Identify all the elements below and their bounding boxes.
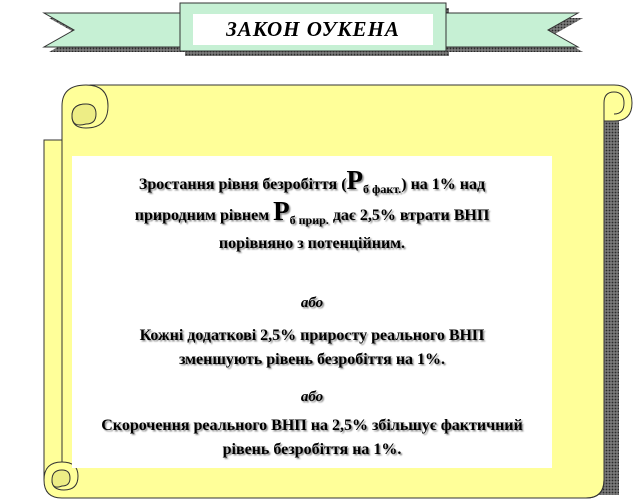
ribbon-left-tail <box>44 13 185 47</box>
statement-2-line-1: Кожні додаткові 2,5% приросту реального ВНП <box>139 327 485 344</box>
statement-1-text-b: ) на 1% над <box>401 176 486 193</box>
statement-2-line-2: зменшують рівень безробіття на 1%. <box>178 351 446 368</box>
statement-1 <box>72 165 552 256</box>
banner-title: ЗАКОН ОУКЕНА <box>226 17 400 41</box>
statement-1-text-a: Зростання рівня безробіття ( <box>138 176 347 193</box>
subscript-natural: б прир. <box>289 213 329 227</box>
content-box <box>72 156 552 468</box>
separator-or-2: або <box>300 389 324 405</box>
statement-3-line-1: Скорочення реального ВНП на 2,5% збільшує фактичний <box>101 417 523 434</box>
statement-1-text-c: природним рівнем <box>134 207 274 224</box>
statement-1-text-d: дає 2,5% втрати ВНП <box>328 207 490 224</box>
symbol-natural: Р <box>273 196 290 226</box>
statement-3-line-2: рівень безробіття на 1%. <box>222 441 402 458</box>
statement-2 <box>72 324 552 372</box>
symbol-actual: Р <box>346 165 364 195</box>
statement-3 <box>72 414 552 462</box>
separator-or-1: або <box>300 295 324 311</box>
subscript-actual: б факт. <box>363 182 402 196</box>
statement-1-text-e: порівняно з потенційним. <box>218 235 406 252</box>
